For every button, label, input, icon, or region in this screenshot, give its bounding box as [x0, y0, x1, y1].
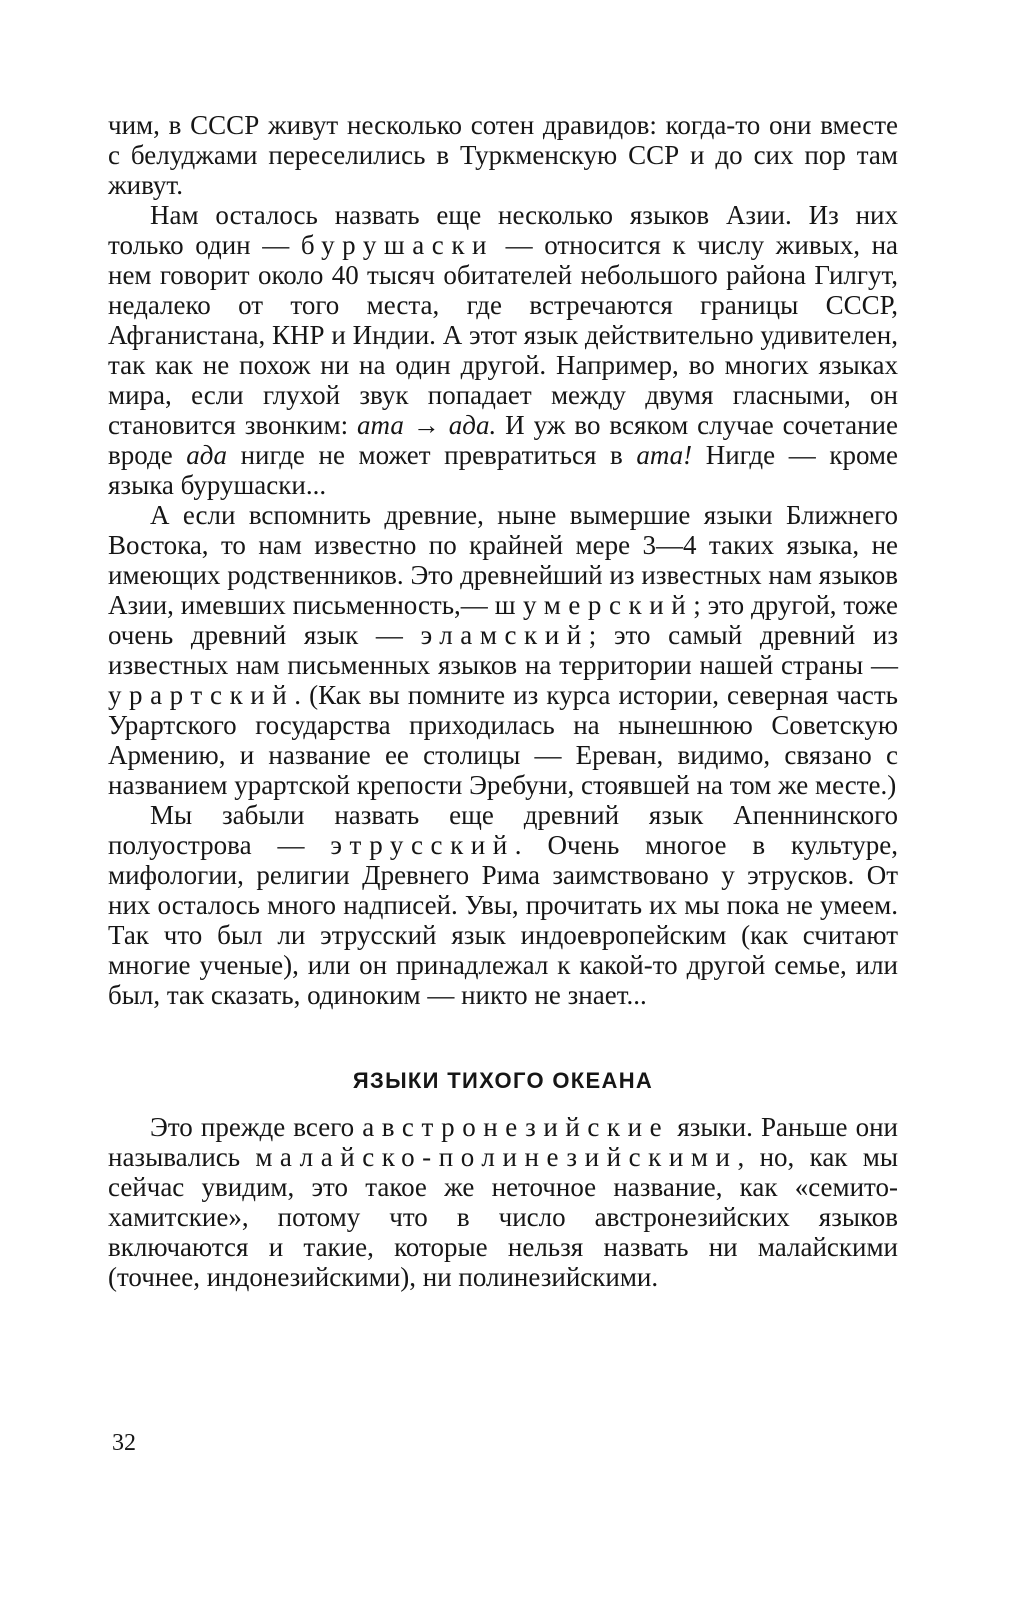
- text-segment: И уж во всяком случае сочетание вроде: [108, 410, 898, 470]
- spaced-term: шумерский: [494, 590, 694, 620]
- text-segment: Это прежде всего: [150, 1112, 363, 1142]
- text-segment: Мы забыли назвать еще древний язык Апеннинского полуострова —: [108, 800, 898, 860]
- italic-text: ада: [186, 440, 227, 470]
- text-segment: Нам осталось назвать еще несколько языков Азии. Из них только один —: [108, 200, 898, 260]
- text-segment: — относится к числу живых, на нем говорит около 40 тысяч обитателей небольшого района Гилгут, недалеко от того места, где встречаются границы СССР, Афганистана, КНР и Индии. А этот язык действительно удивителен, так как не похож ни на один другой. Например, во многих языках мира, если глухой звук попадает между двумя гласными, он становится звонким:: [108, 230, 898, 440]
- section-text: [108, 1112, 898, 1292]
- text-segment: ; это другой, тоже очень древний язык —: [108, 590, 898, 650]
- spaced-term: эламский: [420, 620, 589, 650]
- text-segment: , но, как мы сейчас увидим, это такое же неточное название, как «семито-хамитские», потому что в число австронезийских языков включаются и такие, которые нельзя назвать ни малайскими (точнее, индонезийскими), ни полинезийскими.: [108, 1142, 898, 1292]
- spaced-term: бурушаски: [300, 230, 495, 260]
- paragraph: [108, 500, 898, 800]
- spaced-term: этрусский: [330, 830, 515, 860]
- paragraph: [108, 110, 898, 200]
- spaced-term: малайско-полинезийскими: [255, 1142, 738, 1172]
- text-segment: . (Как вы помните из курса истории, северная часть Урартского государства приходилась на нынешнюю Советскую Армению, и название ее столицы — Ереван, видимо, связано с названием урартской крепости Эребуни, стоявшей на том же месте.): [108, 680, 898, 800]
- text-segment: . Очень многое в культуре, мифологии, религии Древнего Рима заимствовано у этрусков. От них осталось много надписей. Увы, прочитать их мы пока не умеем. Так что был ли этрусский язык индоевропейским (как считают многие ученые), или он принадлежал к какой-то другой семье, или был, так сказать, одиноким — никто не знает...: [108, 830, 898, 1010]
- body-text: [108, 110, 898, 1010]
- text-segment: языки. Раньше они назывались: [108, 1112, 898, 1172]
- page-content: [108, 110, 898, 1292]
- page-number: 32: [112, 1430, 136, 1456]
- spaced-term: австронезийские: [362, 1112, 670, 1142]
- text-segment: ; это самый древний из известных нам письменных языков на территории нашей страны —: [108, 620, 898, 680]
- text-segment: Нигде — кроме языка бурушаски...: [108, 440, 898, 500]
- text-segment: нигде не может превратиться в: [226, 440, 637, 470]
- italic-text: ата!: [636, 440, 693, 470]
- section-heading: ЯЗЫКИ ТИХОГО ОКЕАНА: [352, 1068, 654, 1093]
- text-segment: чим, в СССР живут несколько сотен дравидов: когда-то они вместе с белуджами переселились в Туркменскую ССР и до сих пор там живут.: [108, 110, 898, 200]
- paragraph: [108, 800, 898, 1010]
- paragraph: [108, 1112, 898, 1292]
- paragraph: [108, 200, 898, 500]
- spaced-term: урартский: [108, 680, 295, 710]
- text-segment: А если вспомнить древние, ныне вымершие языки Ближнего Востока, то нам известно по крайней мере 3—4 таких языка, не имеющих родственников. Это древнейший из известных нам языков Азии, имевших письменность,—: [108, 500, 898, 620]
- italic-text: ата → ада.: [357, 410, 497, 440]
